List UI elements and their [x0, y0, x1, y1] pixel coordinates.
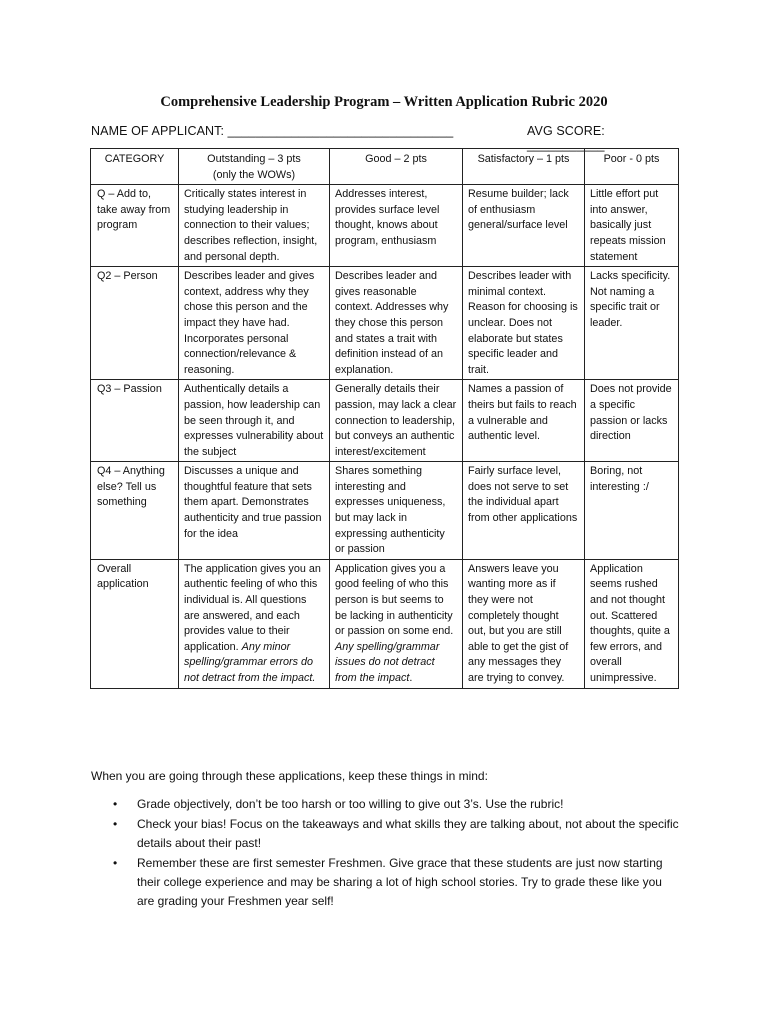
list-item-text: Grade objectively, don’t be too harsh or too willing to give out 3’s. Use the rubric! [137, 797, 564, 811]
outstanding-italic-note: Any minor spelling/grammar errors do not detract from the impact. [184, 640, 316, 684]
list-item [91, 815, 681, 853]
header-category: CATEGORY [91, 149, 179, 185]
header-satisfactory: Satisfactory – 1 pts [463, 149, 585, 185]
poor-cell: Boring, not interesting :/ [585, 462, 679, 560]
poor-cell: Application seems rushed and not thought out. Scattered thoughts, quite a few errors, and overall unimpressive. [585, 559, 679, 688]
list-item [91, 795, 681, 814]
outstanding-cell: Discusses a unique and thoughtful feature that sets them apart. Demonstrates authenticity and true passion for the idea [179, 462, 330, 560]
list-item-text: Check your bias! Focus on the takeaways and what skills they are talking about, not about the specific details about their past! [137, 817, 679, 850]
bullet-icon: • [113, 817, 118, 831]
grading-notes [91, 767, 681, 912]
category-cell: Overall application [91, 559, 179, 688]
good-text: Application gives you a good feeling of who this person is but seems to be lacking in authenticity or passion on some end. [335, 562, 454, 638]
rubric-row-q2 [91, 267, 679, 380]
good-tail: . [409, 672, 413, 684]
list-item [91, 854, 681, 911]
category-cell: Q – Add to, take away from program [91, 185, 179, 267]
notes-list [91, 795, 681, 911]
avg-score-field: AVG SCORE: ___________ [527, 124, 605, 152]
satisfactory-cell: Describes leader with minimal context. Reason for choosing is unclear. Does not elaborate but states specific leader and trait. [463, 267, 585, 380]
good-cell: Shares something interesting and expresses uniqueness, but may lack in expressing authenticity or passion [330, 462, 463, 560]
outstanding-text: The application gives you an authentic feeling of who this individual is. All questions are answered, and each provides value to their application. [184, 562, 321, 653]
good-cell: Addresses interest, provides surface level thought, knows about program, enthusiasm [330, 185, 463, 267]
rubric-row-q3 [91, 380, 679, 462]
outstanding-cell: Authentically details a passion, how leadership can be seen through it, and expresses vulnerability about the subject [179, 380, 330, 462]
header-poor: Poor - 0 pts [585, 149, 679, 185]
poor-cell: Does not provide a specific passion or lacks direction [585, 380, 679, 462]
good-italic-note: Any spelling/grammar issues do not detract from the impact [335, 640, 440, 684]
rubric-row-overall [91, 559, 679, 688]
header-outstanding-label: Outstanding – 3 pts [207, 153, 301, 165]
outstanding-cell: Describes leader and gives context, address why they chose this person and the impact they have had. Incorporates personal connection/relevance & reasoning. [179, 267, 330, 380]
outstanding-cell [179, 559, 330, 688]
document-title: Comprehensive Leadership Program – Written Application Rubric 2020 [160, 94, 608, 110]
satisfactory-cell: Answers leave you wanting more as if they were not completely thought out, but you are still able to get the gist of any messages they are trying to convey. [463, 559, 585, 688]
good-cell [330, 559, 463, 688]
category-cell: Q4 – Anything else? Tell us something [91, 462, 179, 560]
list-item-text: Remember these are first semester Freshmen. Give grace that these students are just now starting their college experience and may be sharing a lot of high school stories. Try to grade these like you are grading your Freshmen year self! [137, 856, 663, 908]
satisfactory-cell: Names a passion of theirs but fails to reach a vulnerable and authentic level. [463, 380, 585, 462]
rubric-table [90, 148, 679, 689]
good-cell: Describes leader and gives reasonable context. Addresses why they chose this person and states a trait with definition instead of an explanation. [330, 267, 463, 380]
category-cell: Q2 – Person [91, 267, 179, 380]
applicant-name-field: NAME OF APPLICANT: ________________________________ [91, 124, 454, 138]
rubric-row-q4 [91, 462, 679, 560]
bullet-icon: • [113, 797, 118, 811]
satisfactory-cell: Fairly surface level, does not serve to set the individual apart from other applications [463, 462, 585, 560]
good-cell: Generally details their passion, may lack a clear connection to leadership, but conveys an authentic interest/excitement [330, 380, 463, 462]
category-cell: Q3 – Passion [91, 380, 179, 462]
header-good: Good – 2 pts [330, 149, 463, 185]
rubric-header-row [91, 149, 679, 185]
header-outstanding-note: (only the WOWs) [212, 168, 296, 181]
notes-intro: When you are going through these applications, keep these things in mind: [91, 769, 488, 783]
header-outstanding [179, 149, 330, 185]
bullet-icon: • [113, 856, 118, 870]
outstanding-cell: Critically states interest in studying leadership in connection to their values; describes reflection, insight, and personal depth. [179, 185, 330, 267]
satisfactory-cell: Resume builder; lack of enthusiasm general/surface level [463, 185, 585, 267]
rubric-row-q1 [91, 185, 679, 267]
poor-cell: Little effort put into answer, basically just repeats mission statement [585, 185, 679, 267]
poor-cell: Lacks specificity. Not naming a specific trait or leader. [585, 267, 679, 380]
